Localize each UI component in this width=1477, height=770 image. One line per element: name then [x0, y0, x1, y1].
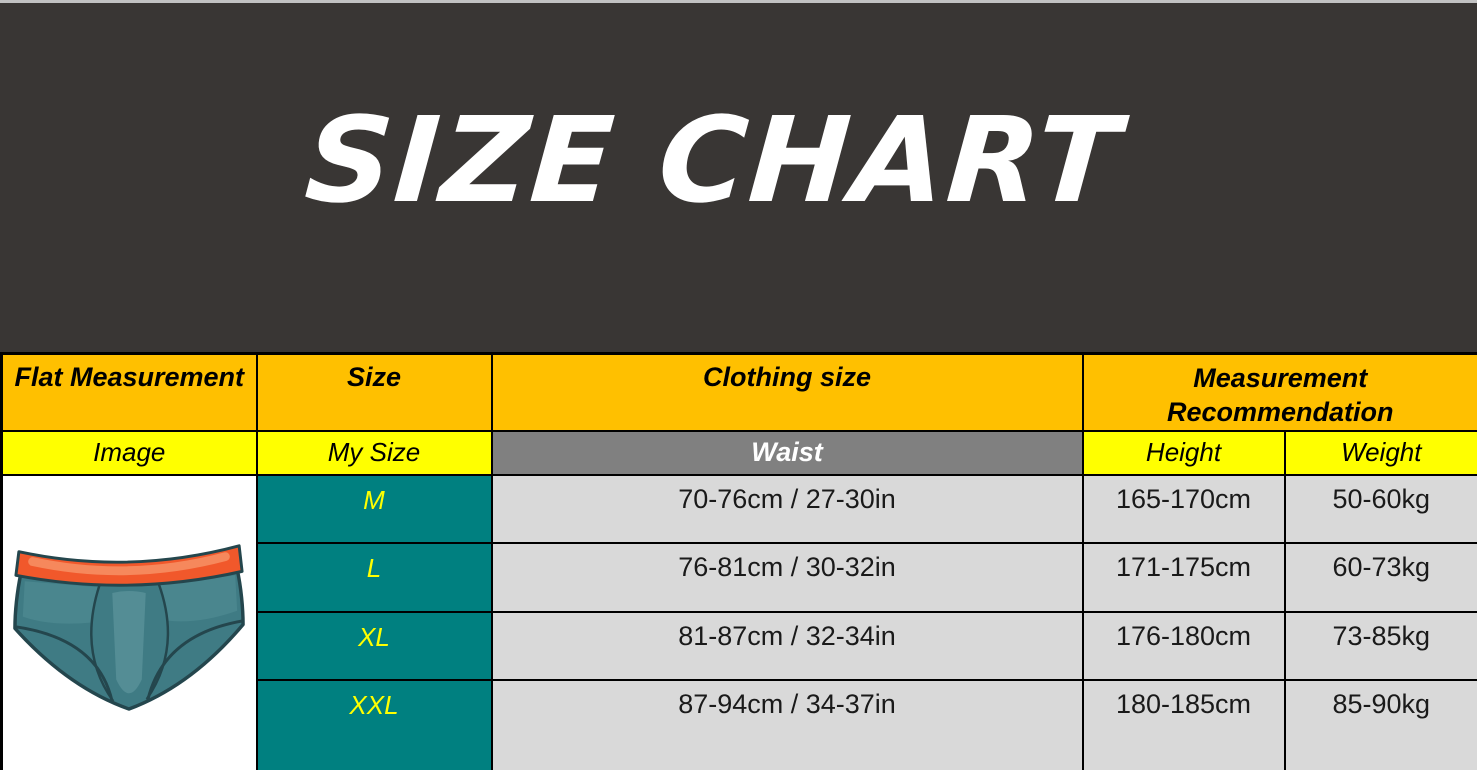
header-flat-measurement-label: Flat Measurement — [14, 362, 245, 392]
height-cell-m: 165-170cm — [1083, 475, 1285, 543]
waist-cell-l: 76-81cm / 30-32in — [492, 543, 1083, 612]
subheader-my-size-label: My Size — [327, 437, 421, 467]
subheader-weight-label: Weight — [1341, 437, 1422, 467]
subheader-my-size — [257, 431, 492, 475]
weight-cell-xl: 73-85kg — [1285, 612, 1477, 680]
weight-cell-xxl: 85-90kg — [1285, 680, 1477, 770]
height-cell-xl: 176-180cm — [1083, 612, 1285, 680]
size-cell-l: L — [257, 543, 492, 612]
size-cell-m: M — [257, 475, 492, 543]
header-measurement-recommendation — [1083, 354, 1477, 431]
waist-cell-m: 70-76cm / 27-30in — [492, 475, 1083, 543]
waist-cell-xl: 81-87cm / 32-34in — [492, 612, 1083, 680]
size-cell-xl: XL — [257, 612, 492, 680]
subheader-image — [2, 431, 257, 475]
weight-cell-m: 50-60kg — [1285, 475, 1477, 543]
header-size — [257, 354, 492, 431]
header-clothing-size-label: Clothing size — [703, 362, 871, 392]
table-row-m — [2, 475, 1477, 543]
waist-cell-xxl: 87-94cm / 34-37in — [492, 680, 1083, 770]
subheader-image-label: Image — [93, 437, 166, 467]
header-row-2 — [2, 431, 1477, 475]
subheader-height-label: Height — [1145, 437, 1222, 467]
weight-cell-l: 60-73kg — [1285, 543, 1477, 612]
briefs-image — [11, 532, 247, 714]
page-title: SIZE CHART — [301, 90, 1126, 229]
header-flat-measurement — [2, 354, 257, 431]
subheader-waist-label: Waist — [751, 437, 823, 467]
subheader-height — [1083, 431, 1285, 475]
header-clothing-size — [492, 354, 1083, 431]
header-size-label: Size — [346, 362, 402, 392]
height-cell-xxl: 180-185cm — [1083, 680, 1285, 770]
subheader-weight — [1285, 431, 1477, 475]
product-image-cell — [2, 475, 257, 770]
subheader-waist — [492, 431, 1083, 475]
height-cell-l: 171-175cm — [1083, 543, 1285, 612]
size-cell-xxl: XXL — [257, 680, 492, 770]
size-chart-table — [0, 352, 1477, 770]
banner — [0, 0, 1477, 352]
header-row-1 — [2, 354, 1477, 431]
header-measurement-recommendation-label: Measurement Recommendation — [1166, 363, 1394, 427]
